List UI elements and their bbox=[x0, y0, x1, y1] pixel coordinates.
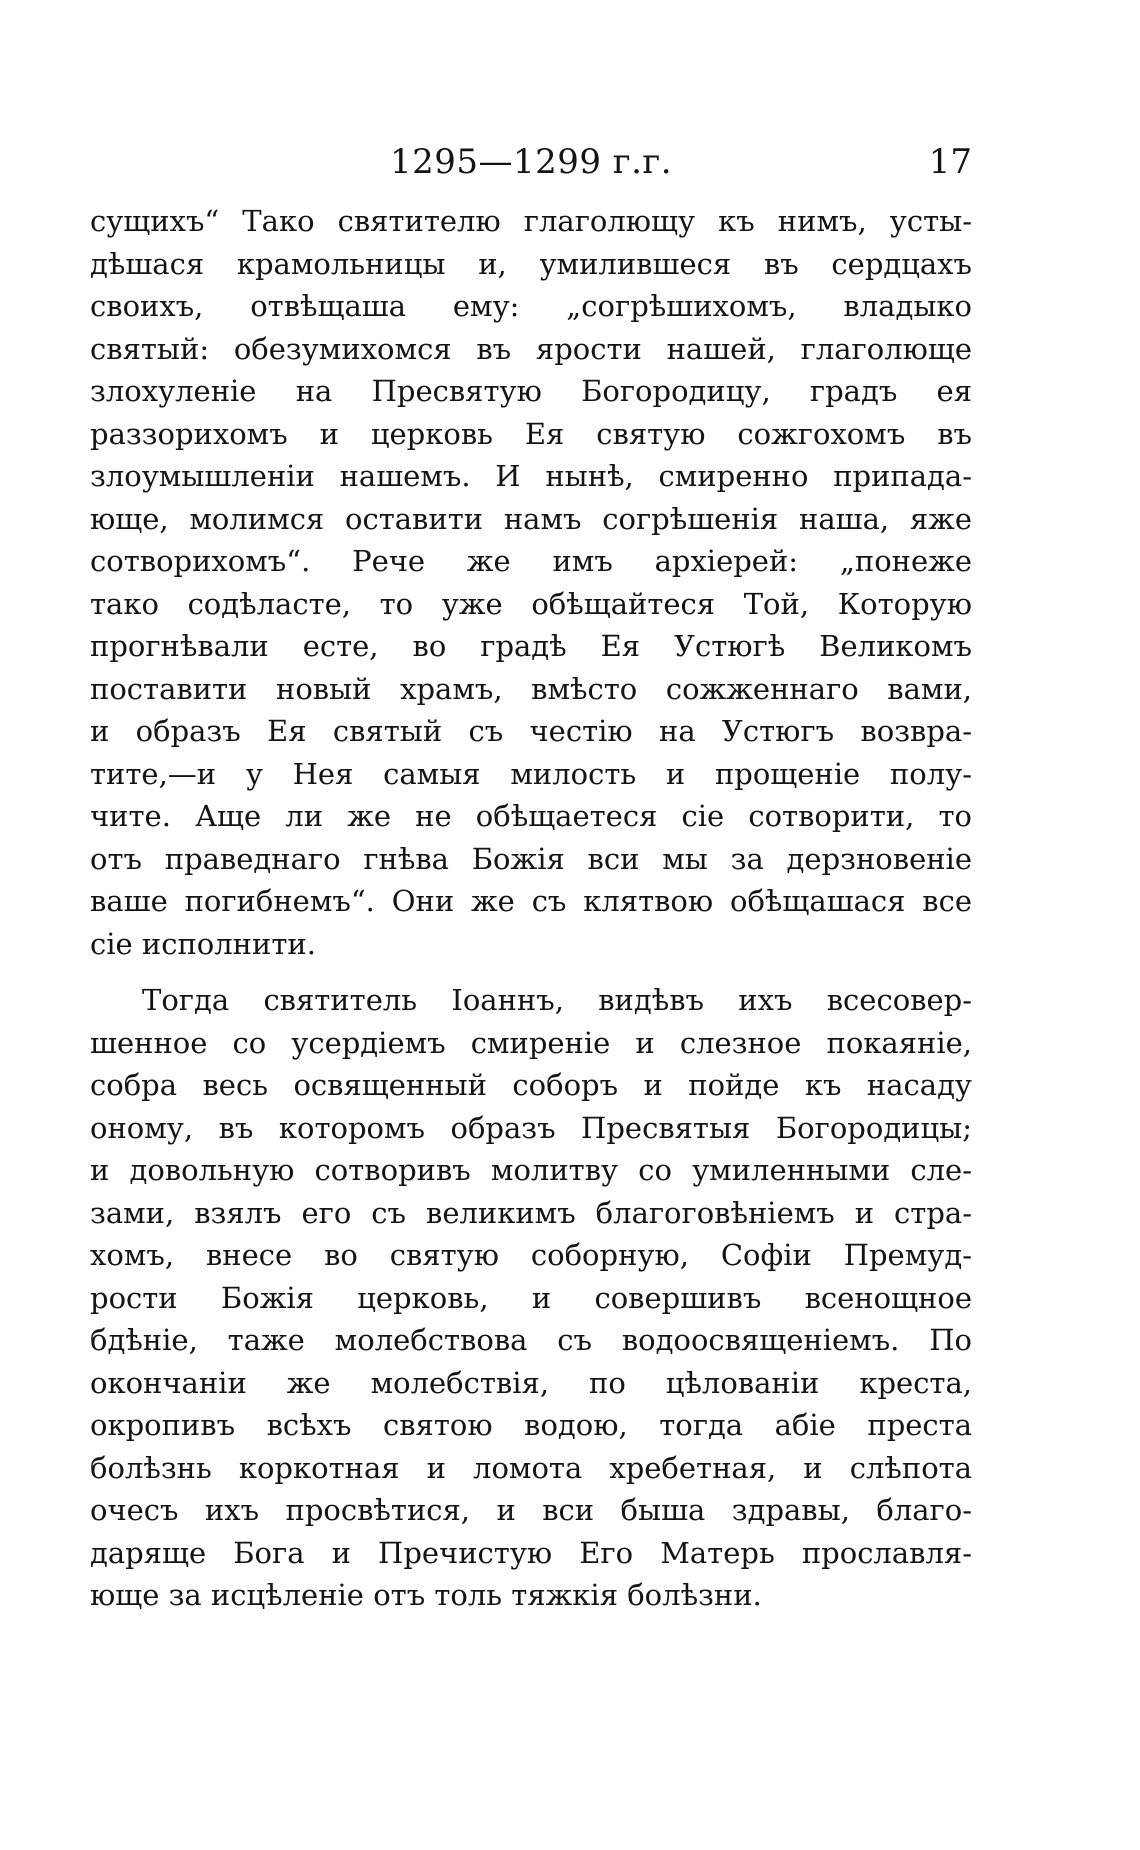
text-line: болѣзнь коркотная и ломота хребетная, и слѣпота bbox=[90, 1450, 972, 1485]
text-line: сотворихомъ“. Рече же имъ архіерей: „понеже bbox=[90, 544, 972, 578]
text-line: поставити новый храмъ, вмѣсто сожженнаго вами, bbox=[90, 671, 972, 706]
text-line: и довольную сотворивъ молитву со умиленными сле- bbox=[90, 1153, 972, 1187]
text-line: собра весь освященный соборъ и пойде къ насаду bbox=[90, 1068, 972, 1102]
text-line: раззорихомъ и церковь Ея святую сожгохомъ въ bbox=[90, 416, 972, 451]
text-line: Тогда святитель Іоаннъ, видѣвъ ихъ всесовер- bbox=[142, 983, 972, 1017]
text-line: и образъ Ея святый съ честію на Устюгъ возвра- bbox=[90, 714, 972, 748]
page-header bbox=[90, 142, 972, 182]
text-line: злоумышленіи нашемъ. И нынѣ, смиренно припада- bbox=[90, 459, 972, 493]
text-line: отъ праведнаго гнѣва Божія вси мы за дерзновеніе bbox=[90, 841, 972, 876]
text-line: рости Божія церковь, и совершивъ всенощное bbox=[90, 1280, 972, 1315]
text-line: юще за исцѣленіе отъ толь тяжкія болѣзни. bbox=[90, 1578, 762, 1612]
text-line: сіе исполнити. bbox=[90, 926, 316, 961]
text-line: святый: обезумихомся въ ярости нашей, глаголюще bbox=[90, 331, 972, 366]
text-line: ваше погибнемъ“. Они же съ клятвою обѣщашася все bbox=[90, 884, 972, 918]
text-line: бдѣніе, таже молебствова съ водоосвященіемъ. По bbox=[90, 1323, 972, 1357]
text-line: тако содѣласте, то уже обѣщайтеся Той, Которую bbox=[90, 586, 972, 621]
text-line: своихъ, отвѣщаша ему: „согрѣшихомъ, владыко bbox=[90, 289, 972, 323]
text-line: оному, въ которомъ образъ Пресвятыя Богородицы; bbox=[90, 1110, 972, 1145]
text-line: очесъ ихъ просвѣтися, и вси быша здравы, благо- bbox=[90, 1493, 972, 1527]
text-line: прогнѣвали есте, во градѣ Ея Устюгѣ Великомъ bbox=[90, 629, 972, 663]
text-line: окропивъ всѣхъ святою водою, тогда абіе преста bbox=[90, 1408, 972, 1442]
text-line: окончаніи же молебствія, по цѣлованіи креста, bbox=[90, 1365, 972, 1400]
text-line: дѣшася крамольницы и, умилившеся въ сердцахъ bbox=[90, 246, 972, 281]
running-head: 1295—1299 г.г. bbox=[389, 142, 673, 182]
text-line: чите. Аще ли же не обѣщаетеся сіе сотворити, то bbox=[90, 799, 972, 833]
text-line: тите,—и у Нея самыя милость и прощеніе полу- bbox=[90, 756, 972, 791]
text-line: хомъ, внесе во святую соборную, Софіи Премуд- bbox=[90, 1238, 972, 1272]
paragraph-2 bbox=[90, 979, 972, 1617]
text-line: шенное со усердіемъ смиреніе и слезное покаяніе, bbox=[90, 1025, 972, 1060]
text-line: злохуленіе на Пресвятую Богородицу, градъ ея bbox=[90, 374, 972, 408]
text-line: зами, взялъ его съ великимъ благоговѣніемъ и стра- bbox=[90, 1195, 972, 1230]
page-number: 17 bbox=[928, 142, 972, 182]
text-line: юще, молимся оставити намъ согрѣшенія наша, яже bbox=[90, 501, 972, 536]
text-line: сущихъ“ Тако святителю глаголющу къ нимъ, усты- bbox=[90, 204, 972, 238]
text-line: даряще Бога и Пречистую Его Матерь прославля- bbox=[90, 1535, 972, 1570]
paragraph-1 bbox=[90, 200, 972, 965]
page-body bbox=[90, 200, 972, 1617]
